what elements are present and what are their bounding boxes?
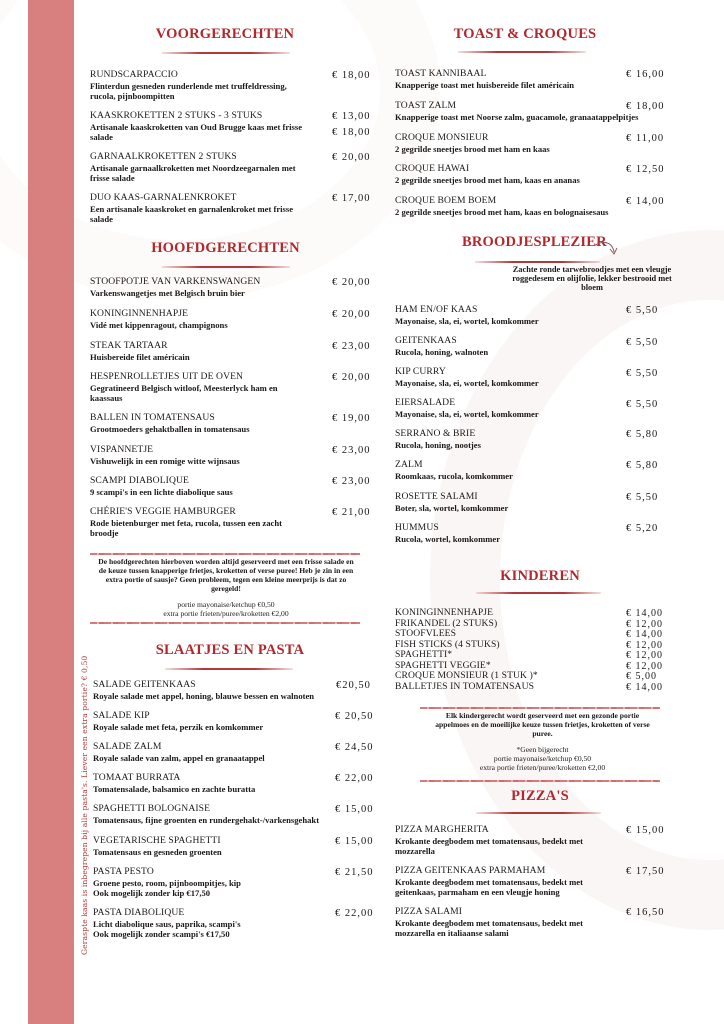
item-name: SALADE GEITENKAAS — [93, 679, 196, 690]
item-description: Huisbereide filet américain — [90, 351, 190, 362]
extra-portion-price: extra portie frieten/puree/kroketten €2,00 — [163, 609, 289, 618]
item-description: Royale salade met appel, honing, blauwe bessen en walnoten — [93, 690, 315, 701]
item-price: € 20,00 — [332, 277, 371, 288]
item-name: STOOFPOTJE VAN VARKENSWANGEN — [90, 276, 261, 287]
item-description: Licht diabolique saus, paprika, scampi's — [93, 918, 241, 929]
item-description: Roomkaas, rucola, komkommer — [395, 470, 513, 481]
item-name: SCAMPI DIABOLIQUE — [90, 475, 189, 486]
title-divider — [162, 266, 290, 268]
item-name: STOOFVLEES — [395, 628, 457, 639]
note-divider — [420, 780, 660, 782]
item-price: € 14,00 — [626, 629, 663, 640]
title-divider — [476, 592, 601, 594]
section-title-kinderen: KINDEREN — [500, 568, 580, 584]
item-name: HUMMUS — [395, 522, 439, 533]
item-name: RUNDSCARPACCIO — [90, 69, 178, 80]
item-price: € 5,20 — [626, 523, 659, 534]
item-description: 2 gegrilde sneetjes brood met ham en kaas — [395, 143, 550, 154]
item-description: 9 scampi's in een lichte diabolique saus — [90, 486, 233, 497]
item-description: Varkenswangetjes met Belgisch bruin bier — [90, 287, 245, 298]
item-description: 2 gegrilde sneetjes brood met ham, kaas en bolognaisesaus — [395, 206, 609, 217]
item-description: Krokante deegbodem met tomatensaus, bedekt met mozzarella — [395, 835, 583, 856]
section-title-slaatjes-en-pasta: SLAATJES EN PASTA — [155, 642, 305, 658]
item-description: Rucola, honing, walnoten — [395, 346, 489, 357]
item-name: STEAK TARTAAR — [90, 340, 168, 351]
item-description: Tomatensalade, balsamico en zachte buratta — [93, 783, 256, 794]
item-price: € 20,50 — [335, 711, 374, 722]
item-price: € 15,00 — [335, 804, 374, 815]
item-name: BALLETJES IN TOMATENSAUS — [395, 680, 535, 692]
item-name: CROQUE HAWAI — [395, 163, 470, 174]
item-name: BALLEN IN TOMATENSAUS — [90, 412, 215, 423]
item-name: CROQUE BOEM BOEM — [395, 195, 497, 206]
pasta-cheese-note: Geraspte kaas is inbegrepen bij alle pasta's. Liever een extra portie? € 0,50 — [80, 655, 89, 955]
section-title-broodjesplezier: BROODJESPLEZIER — [462, 234, 607, 250]
section-title-hoofdgerechten: HOOFDGERECHTEN — [151, 240, 300, 256]
item-name: PIZZA SALAMI — [395, 906, 463, 917]
item-name: TOMAAT BURRATA — [93, 772, 181, 783]
item-price: € 13,00 — [332, 111, 371, 122]
extra-portion-price: extra portie frieten/puree/kroketten €2,00 — [479, 763, 606, 772]
item-price: € 20,00 — [332, 372, 371, 383]
item-description: Tomatensaus en gesneden groenten — [93, 846, 222, 857]
item-name: KONINGINNENHAPJE — [90, 308, 189, 319]
item-price: € 18,00 — [626, 101, 665, 112]
item-description: Krokante deegbodem met tomatensaus, bedekt met geitenkaas, parmaham en een vleugje honing — [395, 876, 583, 897]
item-description: Krokante deegbodem met tomatensaus, bedekt met mozzarella en italiaanse salami — [395, 917, 583, 938]
item-description: 2 gegrilde sneetjes brood met ham, kaas en ananas — [395, 174, 580, 185]
hoofdgerechten-note: De hoofdgerechten hierboven worden altijd geserveerd met een frisse salade en de keuze tussen knapperige frietjes, kroketten of verse puree! Heb je zin in een extra portie of sausje? Geen probleem, tegen een kleine meerprijs is dat zo geregeld! — [98, 557, 354, 593]
section-title-voorgerechten: VOORGERECHTEN — [155, 26, 295, 42]
item-price: € 12,50 — [626, 164, 665, 175]
item-price: € 5,80 — [626, 460, 659, 471]
item-name: ROSETTE SALAMI — [395, 491, 478, 502]
item-description: Knapperige toast met huisbereide filet américain — [395, 79, 575, 90]
item-description: Artisanale kaaskroketten van Oud Brugge kaas met frisse salade — [90, 121, 303, 142]
item-price: € 23,00 — [332, 445, 371, 456]
section-title-pizzas: PIZZA'S — [511, 788, 569, 804]
item-name: SERRANO & BRIE — [395, 428, 476, 439]
item-description: Mayonaise, sla, ei, wortel, komkommer — [395, 377, 539, 388]
item-description: Tomatensaus, fijne groenten en rundergehakt-/varkensgehakt — [93, 814, 320, 825]
item-price: € 14,00 — [626, 608, 663, 619]
item-price: € 22,00 — [335, 908, 374, 919]
item-name: SPAGHETTI BOLOGNAISE — [93, 803, 211, 814]
item-description: Vidé met kippenragout, champignons — [90, 319, 228, 330]
title-divider — [458, 51, 586, 53]
kids-item — [395, 650, 695, 660]
title-divider — [165, 668, 293, 670]
curved-arrow-icon — [592, 238, 620, 260]
item-description: Een artisanale kaaskroket en garnalenkroket met frisse salade — [90, 203, 294, 224]
item-price: € 14,00 — [626, 196, 665, 207]
item-name: TOAST KANNIBAAL — [395, 68, 487, 79]
item-name: SPAGHETTI* — [395, 649, 453, 660]
item-name: SPAGHETTI VEGGIE* — [395, 659, 491, 671]
item-name: CROQUE MONSIEUR (1 STUK )* — [395, 670, 538, 681]
item-price: € 5,50 — [626, 492, 659, 503]
item-description: Mayonaise, sla, ei, wortel, komkommer — [395, 408, 539, 419]
extra-sauce-price: portie mayonaise/ketchup €0,50 — [177, 600, 275, 609]
item-description: Rucola, wortel, komkommer — [395, 533, 501, 544]
item-name: KAASKROKETTEN 2 STUKS - 3 STUKS — [90, 110, 263, 121]
item-name: FISH STICKS (4 STUKS) — [395, 638, 500, 650]
item-description: Rucola, honing, nootjes — [395, 439, 481, 450]
item-price: € 12,00 — [626, 650, 663, 661]
item-price: € 21,50 — [335, 867, 374, 878]
item-name: GEITENKAAS — [395, 335, 457, 346]
item-description: Royale salade van zalm, appel en granaatappel — [93, 752, 265, 763]
item-price: € 12,00 — [626, 618, 663, 630]
note-divider — [420, 707, 660, 709]
item-price: € 16,00 — [626, 69, 665, 80]
item-price: € 20,00 — [332, 152, 371, 163]
item-name: KIP CURRY — [395, 366, 446, 377]
kids-item — [395, 671, 695, 681]
item-price: € 5,80 — [626, 429, 659, 440]
extra-sauce-price: portie mayonaise/ketchup €0,50 — [493, 754, 592, 763]
item-price: € 11,00 — [626, 133, 665, 144]
note-divider — [90, 553, 360, 555]
title-divider — [476, 812, 601, 814]
title-divider — [162, 52, 290, 54]
item-name: HAM EN/OF KAAS — [395, 304, 478, 315]
section-title-toast-croques: TOAST & CROQUES — [453, 26, 597, 42]
item-price: € 23,00 — [332, 476, 371, 487]
item-description: Gegratineerd Belgisch witloof, Meesterlyck ham en kaassaus — [90, 382, 278, 403]
item-price: € 5,50 — [626, 337, 659, 348]
item-name: VEGETARISCHE SPAGHETTI — [93, 835, 221, 846]
item-name: EIERSALADE — [395, 397, 456, 408]
item-price: € 21,00 — [332, 507, 371, 518]
kinderen-no-side-note: *Geen bijgerecht — [516, 745, 569, 754]
item-name: VISPANNETJE — [90, 444, 154, 455]
item-name: SALADE ZALM — [93, 741, 162, 752]
item-price: € 16,50 — [626, 907, 665, 918]
kids-item — [395, 682, 695, 692]
item-description: Groene pesto, room, pijnboompitjes, kip — [93, 877, 241, 888]
item-name: TOAST ZALM — [395, 100, 457, 111]
note-divider — [90, 622, 360, 624]
item-description: Grootmoeders gehaktballen in tomatensaus — [90, 423, 250, 434]
item-price: € 17,00 — [332, 193, 371, 204]
item-price: € 12,00 — [626, 660, 663, 672]
item-name: KONINGINNENHAPJE — [395, 607, 494, 618]
item-name: SALADE KIP — [93, 710, 150, 721]
item-name: CHÉRIE'S VEGGIE HAMBURGER — [90, 506, 236, 517]
item-name: FRIKANDEL (2 STUKS) — [395, 617, 498, 629]
item-price: € 5,50 — [626, 399, 659, 410]
item-name: PIZZA MARGHERITA — [395, 824, 489, 835]
item-price: € 12,00 — [626, 639, 663, 651]
item-name: HESPENROLLETJES UIT DE OVEN — [90, 371, 244, 382]
item-description-alt: Ook mogelijk zonder kip €17,50 — [93, 887, 211, 898]
item-name: ZALM — [395, 459, 423, 470]
kids-item — [395, 608, 695, 618]
item-price: € 14,00 — [626, 681, 663, 693]
item-price: € 5,00 — [626, 671, 657, 682]
item-description: Vishuwelijk in een romige witte wijnsaus — [90, 455, 240, 466]
item-name: PIZZA GEITENKAAS PARMAHAM — [395, 865, 546, 876]
kids-item — [395, 661, 695, 671]
kids-item — [395, 629, 695, 639]
item-description: Royale salade met feta, perzik en komkommer — [93, 721, 264, 732]
item-price: € 15,00 — [626, 825, 665, 836]
item-price: €20,50 — [336, 680, 371, 691]
item-price-alt: € 18,00 — [332, 127, 371, 138]
item-price: € 23,00 — [332, 341, 371, 352]
item-name: CROQUE MONSIEUR — [395, 132, 489, 143]
kids-item — [395, 619, 695, 629]
item-description: Flinterdun gesneden runderlende met truffeldressing, rucola, pijnboompitten — [90, 80, 287, 101]
item-price: € 19,00 — [332, 413, 371, 424]
item-name: GARNAALKROKETTEN 2 STUKS — [90, 151, 237, 162]
item-price: € 15,00 — [335, 836, 374, 847]
item-price: € 22,00 — [335, 773, 374, 784]
broodjes-intro: Zachte ronde tarwebroodjes met een vleugje roggedesem en olijfolie, lekker bestrooid met bloem — [512, 265, 672, 292]
kinderen-note: Elk kindergerecht wordt geserveerd met een gezonde portie appelmoes en de moeilijke keuze tussen frietjes, kroketten of verse puree. — [435, 711, 650, 738]
item-description: Artisanale garnaalkroketten met Noordzeegarnalen met frisse salade — [90, 162, 296, 183]
item-name: PASTA PESTO — [93, 866, 154, 877]
item-price: € 24,50 — [335, 742, 374, 753]
kids-item — [395, 640, 695, 650]
item-price: € 18,00 — [332, 70, 371, 81]
item-price: € 17,50 — [626, 866, 665, 877]
item-name: PASTA DIABOLIQUE — [93, 907, 185, 918]
item-price: € 5,50 — [626, 368, 659, 379]
title-divider — [475, 261, 600, 263]
item-description: Rode bietenburger met feta, rucola, tussen een zacht broodje — [90, 517, 282, 538]
item-description: Boter, sla, wortel, komkommer — [395, 502, 509, 513]
item-description: Mayonaise, sla, ei, wortel, komkommer — [395, 315, 539, 326]
item-price: € 5,50 — [626, 305, 659, 316]
item-price: € 20,00 — [332, 309, 371, 320]
item-description: Knapperige toast met Noorse zalm, guacamole, granaatappelpitjes — [395, 111, 639, 122]
item-name: DUO KAAS-GARNALENKROKET — [90, 192, 237, 203]
item-description-alt: Ook mogelijk zonder scampi's €17,50 — [93, 928, 230, 939]
decorative-side-band — [28, 0, 74, 1024]
